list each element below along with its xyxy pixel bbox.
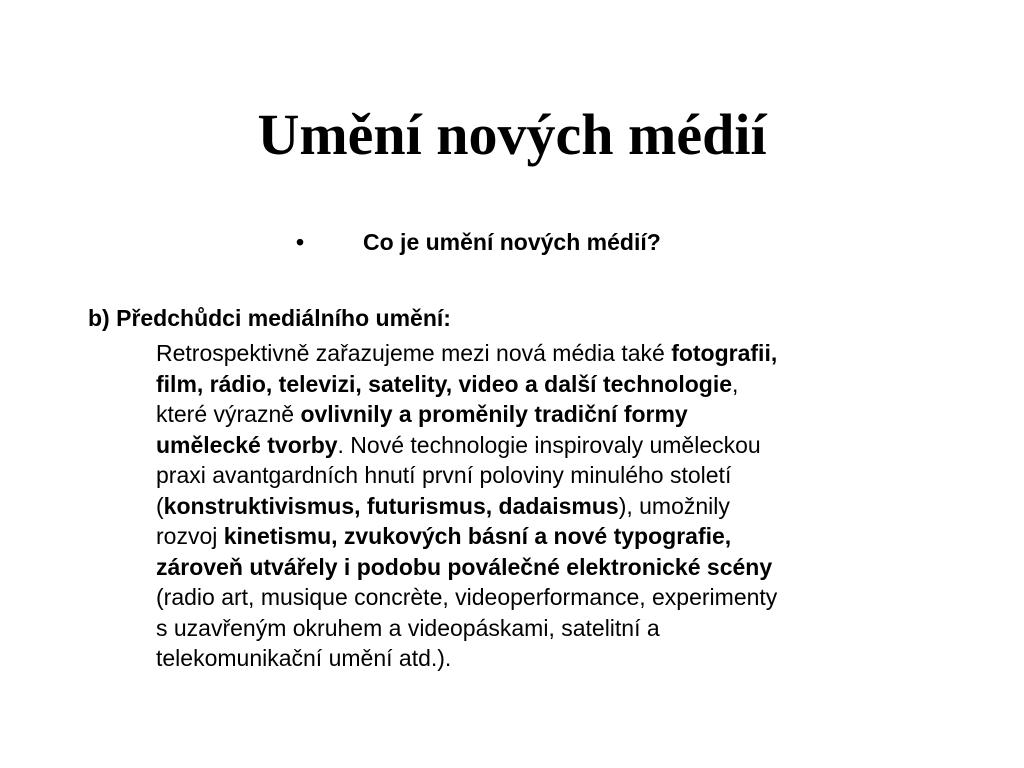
text-run: . Nové technologie inspirovaly uměleckou <box>337 431 761 458</box>
bullet-marker: • <box>296 229 305 255</box>
body-paragraph <box>156 338 946 674</box>
text-run: (radio art, musique concrète, videoperformance, experimenty <box>156 584 778 610</box>
paragraph-line <box>156 430 946 461</box>
emphasis-run: umělecké tvorby <box>156 431 338 458</box>
paragraph-line <box>156 552 946 583</box>
emphasis-run: zároveň utvářely i podobu poválečné elektronické scény <box>156 553 773 580</box>
text-run: , <box>732 370 739 397</box>
text-run: praxi avantgardních hnutí první poloviny minulého století <box>156 462 732 488</box>
paragraph-line <box>156 369 946 400</box>
emphasis-run: ovlivnily a proměnily tradiční formy <box>300 401 688 427</box>
text-run: telekomunikační umění atd.). <box>156 645 452 671</box>
text-run: ), umožnily <box>618 492 730 519</box>
paragraph-line <box>156 613 946 644</box>
text-run: rozvoj <box>156 523 224 549</box>
text-run: které výrazně <box>156 401 301 427</box>
emphasis-run: film, rádio, televizi, satelity, video a další technologie <box>156 370 733 397</box>
paragraph-line <box>156 338 946 369</box>
slide-title: Umění nových médií <box>257 102 767 167</box>
paragraph-line <box>156 582 946 613</box>
emphasis-run: konstruktivismus, futurismus, dadaismus <box>163 492 619 519</box>
paragraph-line <box>156 460 946 491</box>
bullet-text: Co je umění nových médií? <box>363 229 661 255</box>
paragraph-line <box>156 521 946 552</box>
paragraph-line <box>156 399 946 430</box>
emphasis-run: fotografii, <box>671 340 778 366</box>
paragraph-line <box>156 643 946 674</box>
text-run: ( <box>156 492 164 519</box>
text-run: s uzavřeným okruhem a videopáskami, satelitní a <box>156 614 660 641</box>
text-run: Retrospektivně zařazujeme mezi nová média také <box>156 340 672 366</box>
emphasis-run: kinetismu, zvukových básní a nové typografie, <box>223 523 732 549</box>
paragraph-line <box>156 491 946 522</box>
section-heading: b) Předchůdci mediálního umění: <box>88 305 451 331</box>
